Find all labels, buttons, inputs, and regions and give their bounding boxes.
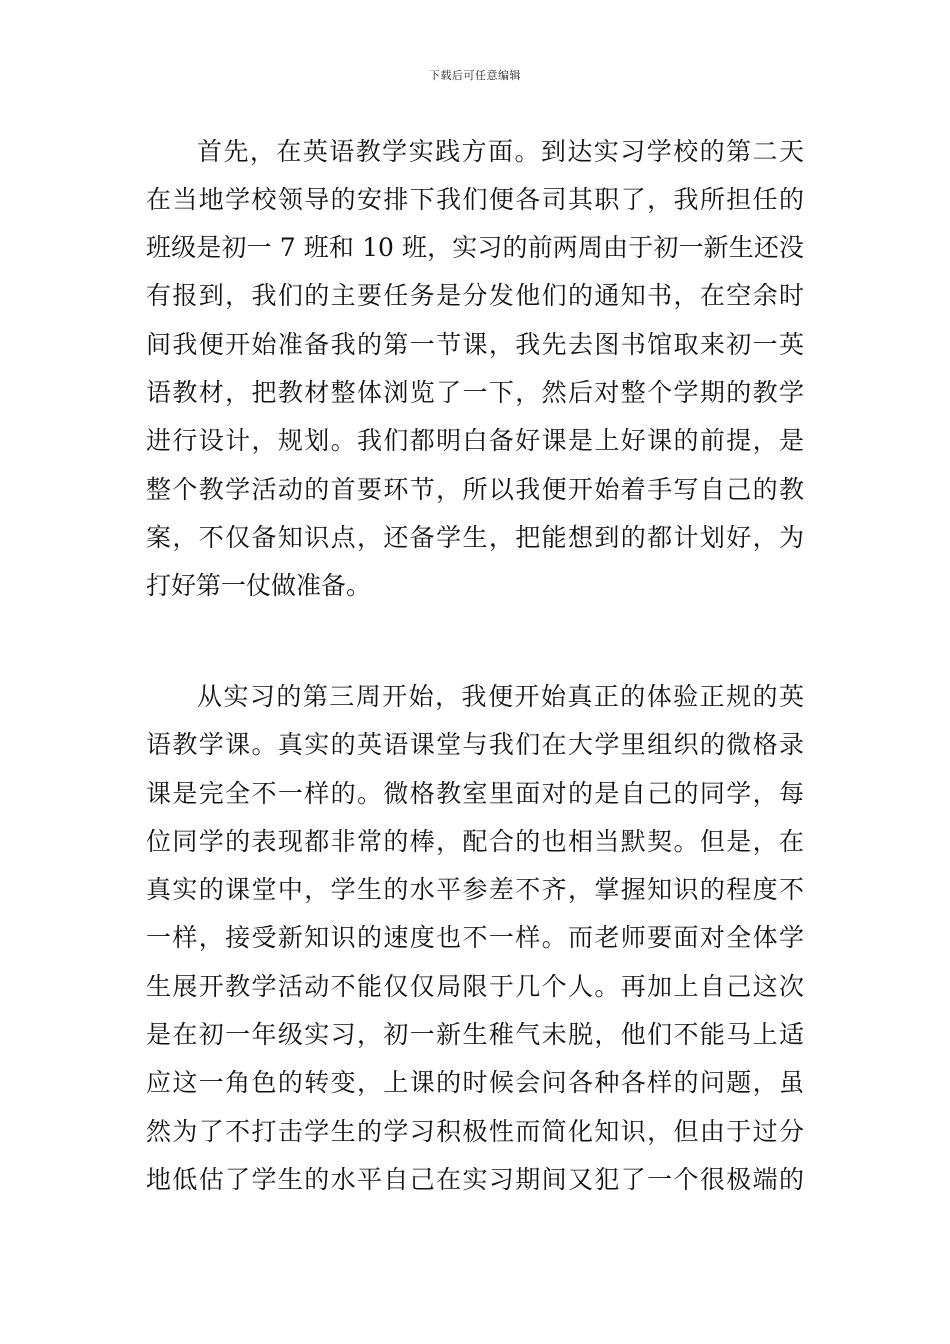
paragraph-line: 课是完全不一样的。微格教室里面对的是自己的同学，每	[146, 779, 804, 808]
paragraph-line: 应这一角色的转变，上课的时候会问各种各样的问题，虽	[146, 1068, 804, 1097]
paragraph-line: 一样，接受新知识的速度也不一样。而老师要面对全体学	[146, 923, 804, 952]
paragraph-line: 在当地学校领导的安排下我们便各司其职了，我所担任的	[146, 185, 804, 214]
paragraph-line: 首先，在英语教学实践方面。到达实习学校的第二天	[197, 137, 804, 166]
paragraph-line: 位同学的表现都非常的棒，配合的也相当默契。但是，在	[146, 827, 804, 856]
paragraph-line: 是在初一年级实习，初一新生稚气未脱，他们不能马上适	[146, 1020, 804, 1049]
paragraph-line: 案，不仅备知识点，还备学生，把能想到的都计划好，为	[146, 523, 804, 552]
page-header-note: 下载后可任意编辑	[429, 69, 521, 82]
paragraph-line: 整个教学活动的首要环节，所以我便开始着手写自己的教	[146, 475, 804, 504]
paragraph-line: 真实的课堂中，学生的水平参差不齐，掌握知识的程度不	[146, 875, 804, 904]
paragraph-line: 从实习的第三周开始，我便开始真正的体验正规的英	[197, 682, 804, 711]
paragraph-line: 语教材，把教材整体浏览了一下，然后对整个学期的教学	[146, 378, 804, 407]
paragraph-line: 间我便开始准备我的第一节课，我先去图书馆取来初一英	[146, 330, 804, 359]
paragraph-line: 然为了不打击学生的学习积极性而简化知识，但由于过分	[146, 1117, 804, 1146]
paragraph-line: 语教学课。真实的英语课堂与我们在大学里组织的微格录	[146, 730, 804, 759]
paragraph-line: 生展开教学活动不能仅仅局限于几个人。再加上自己这次	[146, 972, 804, 1001]
paragraph-line: 班级是初一 7 班和 10 班，实习的前两周由于初一新生还没	[146, 233, 804, 262]
paragraph-line: 打好第一仗做准备。	[146, 571, 372, 600]
paragraph-line: 进行设计，规划。我们都明白备好课是上好课的前提，是	[146, 426, 804, 455]
paragraph-line: 有报到，我们的主要任务是分发他们的通知书，在空余时	[146, 281, 804, 310]
paragraph-line: 地低估了学生的水平自己在实习期间又犯了一个很极端的	[146, 1165, 804, 1194]
